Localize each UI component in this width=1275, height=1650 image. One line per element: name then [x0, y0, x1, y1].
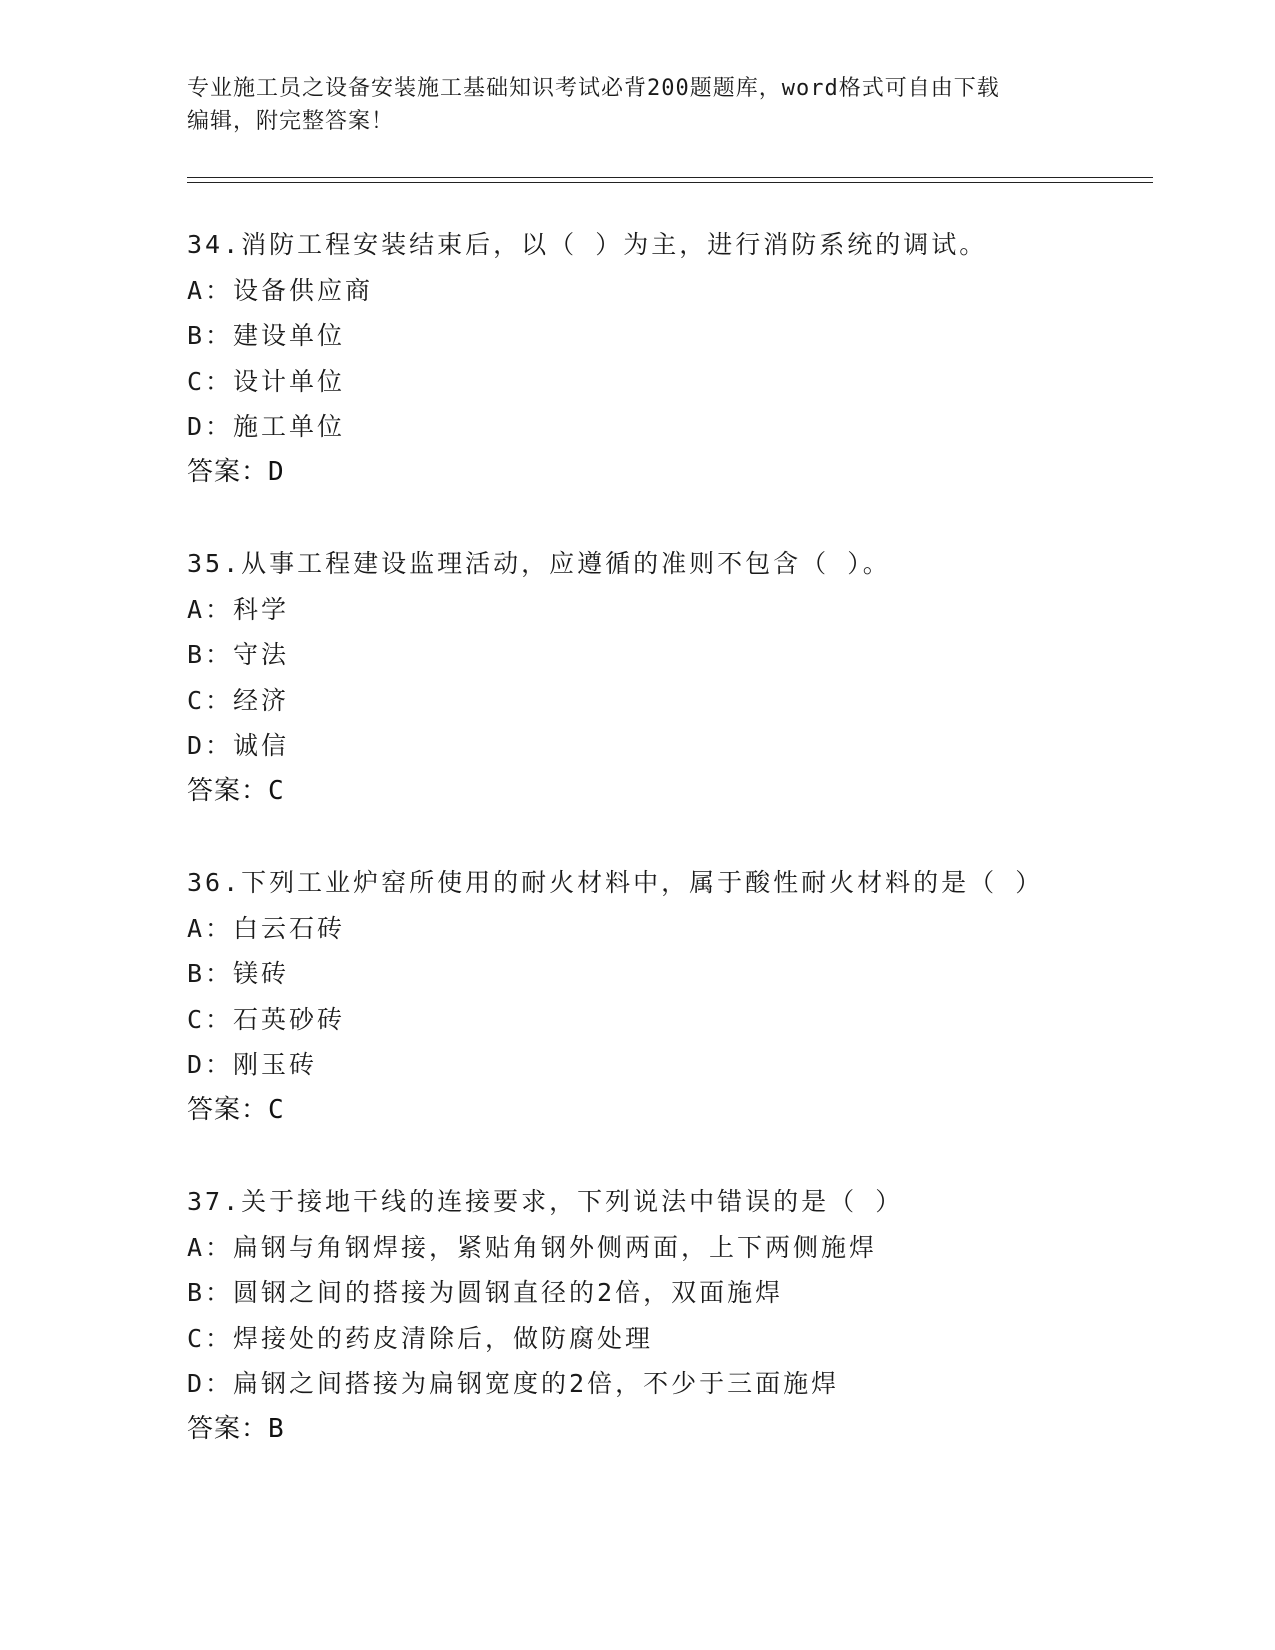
option-a: A：扁钢与角钢焊接，紧贴角钢外侧两面，上下两侧施焊 [187, 1232, 878, 1262]
question-37 [187, 1179, 1147, 1452]
option-d: D：刚玉砖 [187, 1050, 318, 1079]
option-d: D：施工单位 [187, 412, 346, 441]
option-b: B：建设单位 [187, 321, 346, 350]
question-stem: 35.从事工程建设监理活动，应遵循的准则不包含（ ）。 [187, 549, 891, 578]
option-d: D：扁钢之间搭接为扁钢宽度的2倍，不少于三面施焊 [187, 1369, 840, 1398]
option-a: A：科学 [187, 594, 290, 624]
answer-line [187, 769, 1147, 815]
option-b: B：守法 [187, 640, 290, 669]
option-c: C：焊接处的药皮清除后，做防腐处理 [187, 1323, 654, 1353]
question-stem: 34.消防工程安装结束后，以（ ）为主，进行消防系统的调试。 [187, 230, 988, 259]
answer-value: B [268, 1413, 285, 1444]
option-b: B：镁砖 [187, 959, 290, 988]
option-c: C：设计单位 [187, 366, 346, 396]
header-title-line-1: 专业施工员之设备安装施工基础知识考试必背200题题库，word格式可自由下载 [187, 76, 1000, 101]
option-c: C：经济 [187, 685, 290, 715]
option-d: D：诚信 [187, 731, 290, 760]
header-divider-top [187, 177, 1153, 178]
answer-label: 答案： [187, 1413, 269, 1444]
option-b: B：圆钢之间的搭接为圆钢直径的2倍，双面施焊 [187, 1278, 784, 1307]
option-a: A：白云石砖 [187, 913, 346, 943]
document-header [187, 72, 1067, 138]
question-35 [187, 541, 1147, 814]
answer-label: 答案： [187, 1094, 269, 1125]
answer-line [187, 1407, 1147, 1453]
answer-label: 答案： [187, 456, 269, 487]
answer-value: C [268, 1094, 285, 1125]
question-stem: 36.下列工业炉窑所使用的耐火材料中，属于酸性耐火材料的是（ ） [187, 868, 1044, 897]
option-a: A：设备供应商 [187, 275, 374, 305]
option-c: C：石英砂砖 [187, 1004, 346, 1034]
answer-line [187, 1088, 1147, 1134]
question-stem: 37.关于接地干线的连接要求，下列说法中错误的是（ ） [187, 1187, 904, 1216]
question-36 [187, 860, 1147, 1133]
answer-value: C [268, 775, 285, 806]
header-title-line-2: 编辑，附完整答案！ [187, 109, 395, 134]
header-divider-bottom [187, 182, 1153, 183]
answer-label: 答案： [187, 775, 269, 806]
answer-line [187, 450, 1147, 496]
question-34 [187, 222, 1147, 495]
answer-value: D [268, 456, 285, 487]
